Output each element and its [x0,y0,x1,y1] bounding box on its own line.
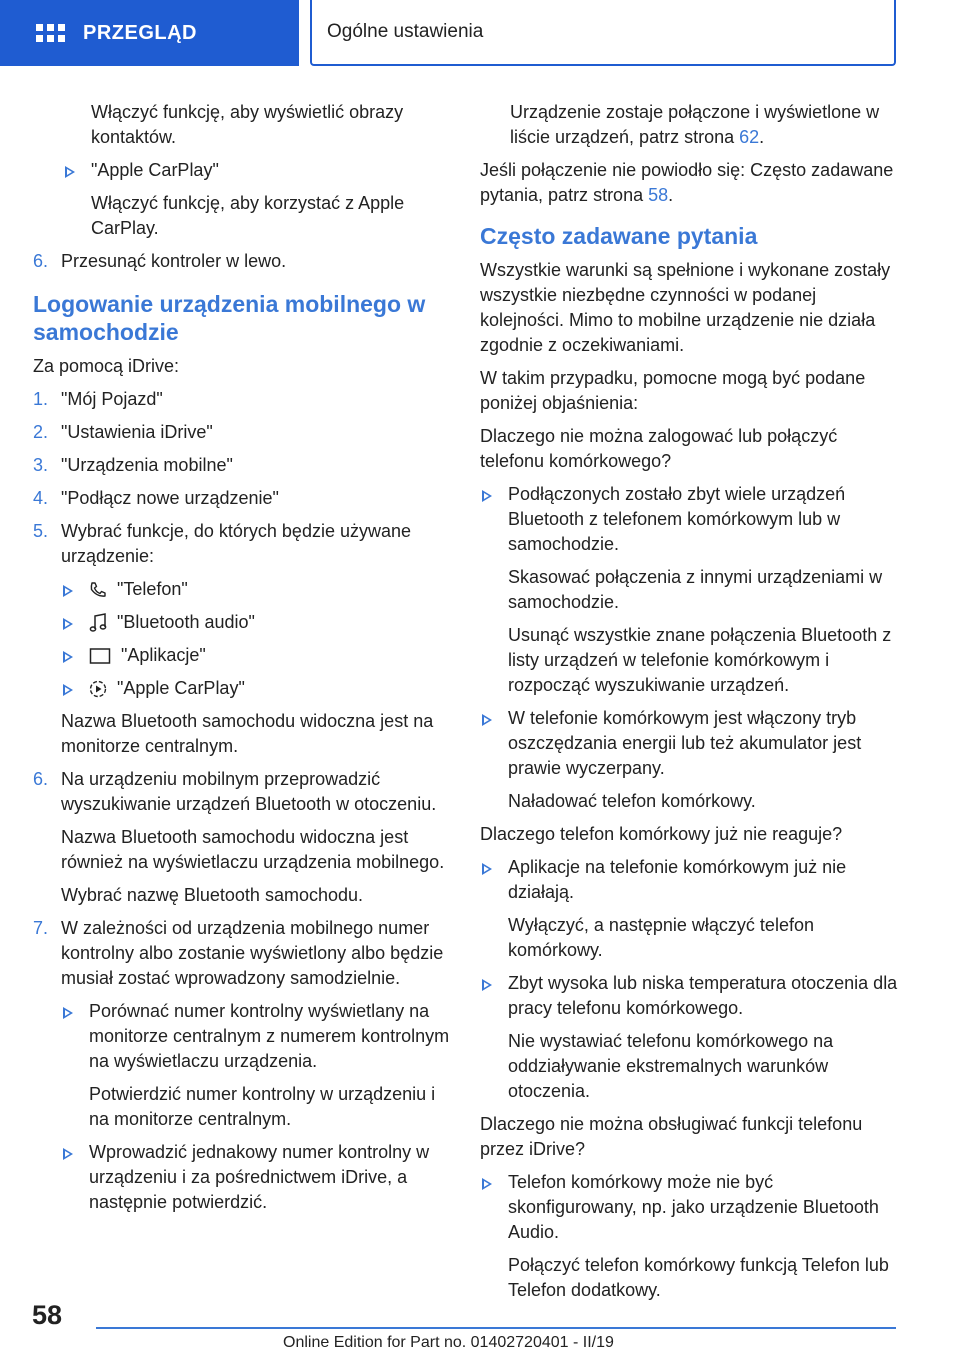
numbered-item: 2. "Ustawienia iDrive" [33,420,453,445]
carplay-icon [89,680,107,698]
overview-button[interactable] [0,0,299,66]
paragraph: Wyłączyć, a następnie włączyć telefon komórkowy. [508,915,814,960]
bullet-triangle-icon [63,1007,73,1019]
bullet-item: "Aplikacje" [61,643,453,668]
paragraph: Nazwa Bluetooth samochodu widoczna jest na monitorze centralnym. [61,711,434,756]
step-number: 7. [33,918,49,938]
bullet-triangle-icon [482,714,492,726]
numbered-item: 7. W zależności od urządzenia mobilnego numer kontrolny albo zostanie wyświetlony albo będzie musiał zostać wprowadzony samodzielnie. [33,918,444,988]
numbered-item: 5. Wybrać funkcje, do których będzie używane urządzenie: [33,521,412,566]
apps-icon [89,647,111,665]
bullet-triangle-icon [482,863,492,875]
question: Dlaczego nie można obsługiwać funkcji telefonu przez iDrive? [480,1114,863,1159]
step-number: 6. [33,769,49,789]
grid-menu-icon [36,24,65,42]
step-number: 3. [33,455,49,475]
bullet-item: "Apple CarPlay" [63,158,453,183]
paragraph: Wybrać nazwę Bluetooth samochodu. [61,885,364,905]
paragraph: W takim przypadku, pomocne mogą być podane poniżej objaśnienia: [480,368,866,413]
numbered-item: 6. Przesunąć kontroler w lewo. [33,249,453,274]
paragraph: Nazwa Bluetooth samochodu widoczna jest również na wyświetlaczu urządzenia mobilnego. [61,827,445,872]
bullet-item: Aplikacje na telefonie komórkowym już nie działają. [480,855,900,905]
paragraph: Urządzenie zostaje połączone i wyświetlone w liście urządzeń, patrz strona 62. [510,102,880,147]
step-number: 4. [33,488,49,508]
bullet-triangle-icon [482,979,492,991]
paragraph: Usunąć wszystkie znane połączenia Bluetooth z listy urządzeń w telefonie komórkowym i rozpocząć wyszukiwanie urządzeń. [508,625,892,695]
numbered-item: 3. "Urządzenia mobilne" [33,453,453,478]
step-number: 5. [33,521,49,541]
right-column [480,100,900,1311]
bullet-item: "Bluetooth audio" [61,610,453,635]
bullet-item: Podłączonych zostało zbyt wiele urządzeń Bluetooth z telefonem komórkowym lub w samochodzie. [480,482,900,557]
overview-button-label: PRZEGLĄD [83,21,197,44]
numbered-item: 4. "Podłącz nowe urządzenie" [33,486,453,511]
section-heading: Często zadawane pytania [480,223,758,249]
bullet-item: "Telefon" [61,577,453,602]
bullet-triangle-icon [65,166,75,178]
bullet-item: Wprowadzić jednakowy numer kontrolny w urządzeniu i za pośrednictwem iDrive, a następnie potwierdzić. [61,1140,453,1215]
paragraph: Włączyć funkcję, aby wyświetlić obrazy kontaktów. [91,102,404,147]
bullet-triangle-icon [63,585,73,597]
section-heading: Logowanie urządzenia mobilnego w samochodzie [33,291,426,345]
numbered-item: 6. Na urządzeniu mobilnym przeprowadzić wyszukiwanie urządzeń Bluetooth w otoczeniu. [33,769,437,814]
footer-divider [96,1327,896,1329]
bullet-item: Telefon komórkowy może nie być skonfigurowany, np. jako urządzenie Bluetooth Audio. [480,1170,900,1245]
paragraph: Za pomocą iDrive: [33,356,180,376]
bullet-item: "Apple CarPlay" [61,676,453,701]
page-link[interactable]: 58 [648,185,669,205]
bullet-triangle-icon [63,1148,73,1160]
section-title-box [310,0,896,66]
question: Dlaczego telefon komórkowy już nie reaguje? [480,824,843,844]
bullet-item: W telefonie komórkowym jest włączony tryb oszczędzania energii lub też akumulator jest prawie wyczerpany. [480,706,900,781]
phone-icon [89,581,107,599]
bullet-triangle-icon [482,1178,492,1190]
bullet-item: Porównać numer kontrolny wyświetlany na monitorze centralnym z numerem kontrolnym na wyświetlaczu urządzenia. [61,999,453,1074]
paragraph: Włączyć funkcję, aby korzystać z Apple CarPlay. [91,193,405,238]
question: Dlaczego nie można zalogować lub połączyć telefonu komórkowego? [480,426,838,471]
step-number: 1. [33,389,49,409]
paragraph: Wszystkie warunki są spełnione i wykonane zostały wszystkie niezbędne czynności w podanej kolejności. Mimo to mobilne urządzenie nie działa zgodnie z oczekiwaniami. [480,260,891,355]
numbered-item: 1. "Mój Pojazd" [33,387,453,412]
paragraph: Połączyć telefon komórkowy funkcją Telefon lub Telefon dodatkowy. [508,1255,889,1300]
bullet-triangle-icon [63,684,73,696]
page-number: 58 [32,1300,63,1330]
paragraph: Nie wystawiać telefonu komórkowego na oddziaływanie ekstremalnych warunków otoczenia. [508,1031,834,1101]
step-number: 2. [33,422,49,442]
paragraph: Potwierdzić numer kontrolny w urządzeniu i na monitorze centralnym. [89,1084,436,1129]
bullet-triangle-icon [63,651,73,663]
music-note-icon [89,613,107,633]
bullet-item: Zbyt wysoka lub niska temperatura otoczenia dla pracy telefonu komórkowego. [480,971,900,1021]
left-column [33,100,453,1223]
paragraph: Jeśli połączenie nie powiodło się: Często zadawane pytania, patrz strona 58. [480,160,894,205]
bullet-triangle-icon [482,490,492,502]
paragraph: Skasować połączenia z innymi urządzeniami w samochodzie. [508,567,883,612]
bullet-triangle-icon [63,618,73,630]
step-number: 6. [33,251,49,271]
edition-footer: Online Edition for Part no. 01402720401 - II/19 [283,1334,614,1351]
page-link[interactable]: 62 [739,127,760,147]
paragraph: Naładować telefon komórkowy. [508,791,756,811]
section-title: Ogólne ustawienia [327,21,484,42]
